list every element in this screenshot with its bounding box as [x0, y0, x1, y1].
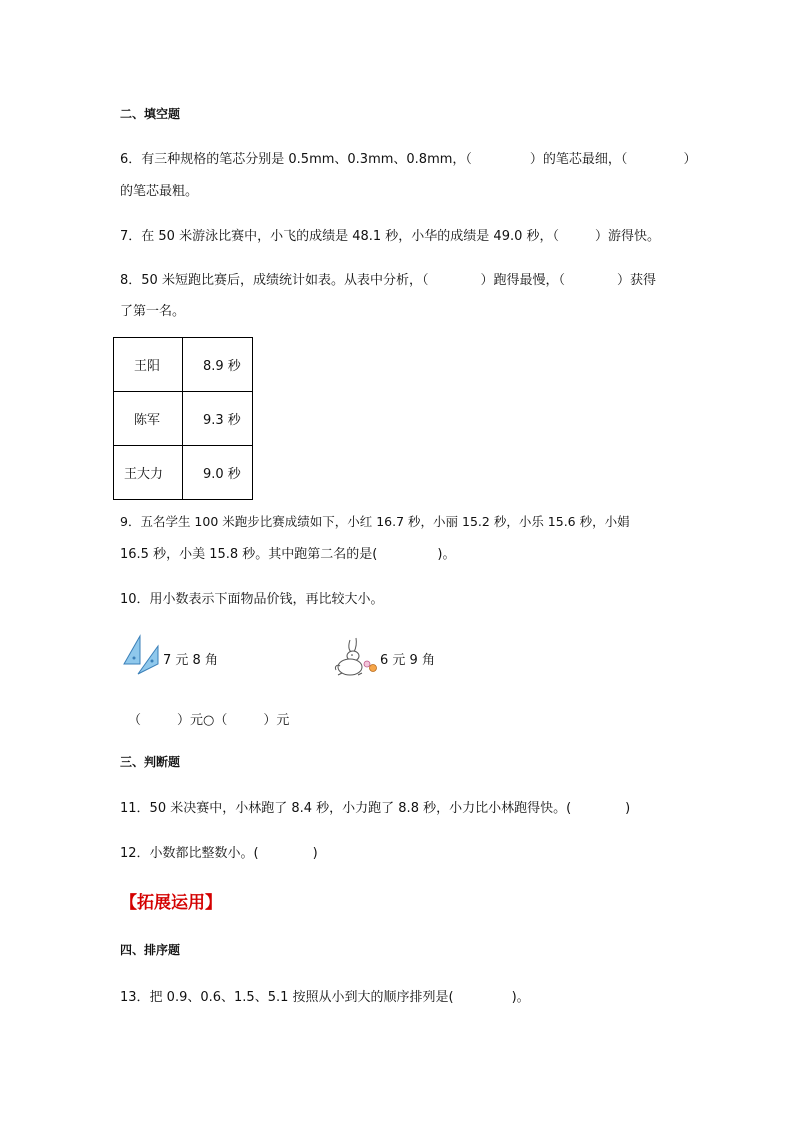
q9-line1: 9．五名学生 100 米跑步比赛成绩如下，小红 16.7 秒，小丽 15.2 秒，小乐 15.6 秒，小娟 — [120, 514, 630, 529]
section-title-fill-blank: 二、填空题 — [120, 107, 181, 121]
q9-line2 — [120, 543, 455, 562]
q8-line1 — [120, 269, 656, 288]
q8-text-a: 8．50 米短跑比赛后，成绩统计如表。从表中分析，（ — [120, 273, 429, 288]
q8-text-b: ）跑得最慢，（ — [480, 273, 565, 288]
q6-line2: 的笔芯最粗。 — [120, 184, 199, 199]
q9-text-a: 16.5 秒，小美 15.8 秒。其中跑第二名的是( — [120, 547, 378, 562]
q7 — [120, 225, 660, 244]
table-row — [114, 446, 253, 500]
table-row — [114, 338, 253, 392]
q12 — [120, 842, 318, 861]
score-table — [113, 337, 253, 500]
extension-heading: 【拓展运用】 — [120, 893, 222, 913]
triangle-ruler-icon — [122, 634, 162, 676]
table-cell-name: 王阳 — [114, 338, 183, 392]
q10-text: 10．用小数表示下面物品价钱，再比较大小。 — [120, 592, 384, 607]
item1-price: 7 元 8 角 — [163, 653, 218, 668]
q10-compare — [128, 709, 289, 728]
compare-text-c: ）元 — [263, 713, 290, 728]
rabbit-toy-icon — [332, 636, 380, 678]
table-cell-time: 9.0 秒 — [183, 446, 253, 500]
q7-text-a: 7．在 50 米游泳比赛中，小飞的成绩是 48.1 秒，小华的成绩是 49.0 秒，（ — [120, 229, 559, 244]
q8-line2: 了第一名。 — [120, 304, 186, 319]
q12-text-b: ) — [312, 846, 318, 861]
item2-price: 6 元 9 角 — [380, 653, 435, 668]
q8-text-c: ）获得 — [616, 273, 656, 288]
q7-text-b: ）游得快。 — [595, 229, 661, 244]
q11-text-b: ) — [625, 801, 631, 816]
q6-text-c: ） — [683, 152, 697, 167]
table-cell-name: 王大力 — [114, 446, 183, 500]
q6-text-b: ）的笔芯最细，（ — [529, 152, 628, 167]
table-row — [114, 392, 253, 446]
q6-line1 — [120, 148, 696, 167]
q13-text-a: 13．把 0.9、0.6、1.5、5.1 按照从小到大的顺序排列是( — [120, 990, 454, 1005]
q9-text-b: )。 — [437, 547, 456, 562]
q12-text-a: 12．小数都比整数小。( — [120, 846, 259, 861]
q11-text-a: 11．50 米决赛中，小林跑了 8.4 秒，小力跑了 8.8 秒，小力比小林跑得快。( — [120, 801, 572, 816]
compare-text-b: ）元○（ — [177, 713, 228, 728]
table-cell-time: 9.3 秒 — [183, 392, 253, 446]
table-cell-time: 8.9 秒 — [183, 338, 253, 392]
q13 — [120, 986, 530, 1005]
compare-text-a: （ — [128, 713, 142, 728]
q11 — [120, 797, 630, 816]
section-title-judge: 三、判断题 — [120, 755, 181, 769]
q6-text-a: 6．有三种规格的笔芯分别是 0.5mm、0.3mm、0.8mm，（ — [120, 152, 472, 167]
table-cell-name: 陈军 — [114, 392, 183, 446]
q13-text-b: )。 — [511, 990, 530, 1005]
section-title-sort: 四、排序题 — [120, 943, 181, 957]
